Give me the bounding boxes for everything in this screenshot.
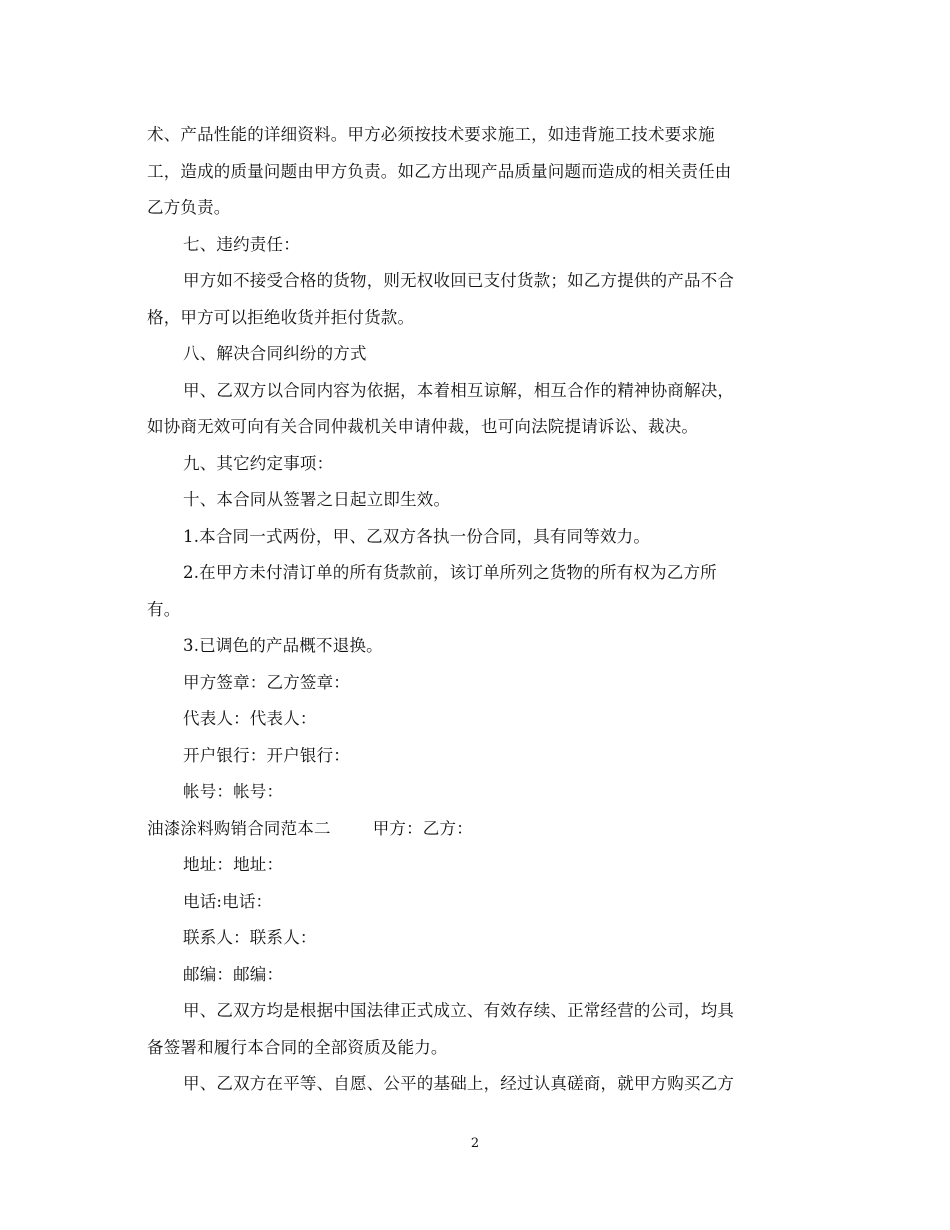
text-line: 甲方签章：乙方签章： [183, 672, 350, 692]
text-line: 帐号：帐号： [183, 782, 284, 801]
text-line: 如协商无效可向有关合同仲裁机关申请仲裁，也可向法院提请诉讼、裁决。 [147, 417, 699, 436]
text-line: 十、本合同从签署之日起立即生效。 [183, 490, 451, 509]
text-line: 甲方如不接受合格的货物，则无权收回已支付货款；如乙方提供的产品不合 [183, 271, 735, 290]
text-line: 3.已调色的产品概不退换。 [183, 636, 383, 655]
paragraph-group-before [147, 117, 807, 811]
document-body [147, 117, 807, 1103]
section-title: 油漆涂料购销合同范本二 [147, 818, 331, 838]
text-line: 格，甲方可以拒绝收货并拒付货款。 [147, 307, 415, 327]
paragraph-group-after [147, 847, 807, 1103]
text-line: 八、解决合同纠纷的方式 [183, 344, 367, 363]
text-line: 备签署和履行本合同的全部资质及能力。 [147, 1037, 448, 1057]
text-line: 邮编：邮编： [183, 964, 284, 984]
text-line: 地址：地址： [183, 855, 284, 874]
text-line: 工，造成的质量问题由甲方负责。如乙方出现产品质量问题而造成的相关责任由 [147, 161, 732, 181]
section-heading-line [147, 811, 807, 848]
text-line: 甲、乙双方以合同内容为依据，本着相互谅解，相互合作的精神协商解决， [183, 380, 735, 400]
text-line: 术、产品性能的详细资料。甲方必须按技术要求施工，如违背施工技术要求施 [147, 125, 715, 144]
section-parties: 甲方：乙方： [372, 818, 473, 838]
text-line: 九、其它约定事项： [183, 453, 334, 473]
text-line: 2.在甲方未付清订单的所有货款前，该订单所列之货物的所有权为乙方所 [183, 563, 717, 582]
text-line: 开户银行：开户银行： [183, 745, 350, 765]
text-line: 甲、乙双方均是根据中国法律正式成立、有效存续、正常经营的公司，均具 [183, 1001, 735, 1020]
text-line: 联系人：联系人： [183, 928, 317, 947]
text-line: 1.本合同一式两份，甲、乙双方各执一份合同，具有同等效力。 [183, 526, 651, 546]
text-line: 七、违约责任： [183, 234, 300, 254]
text-line: 甲、乙双方在平等、自愿、公平的基础上，经过认真磋商，就甲方购买乙方 [183, 1074, 735, 1093]
text-line: 乙方负责。 [147, 198, 231, 217]
text-line: 电话:电话： [183, 891, 273, 911]
page-number: 2 [470, 1136, 480, 1151]
text-line: 有。 [147, 599, 181, 619]
text-line: 代表人：代表人： [183, 709, 317, 728]
